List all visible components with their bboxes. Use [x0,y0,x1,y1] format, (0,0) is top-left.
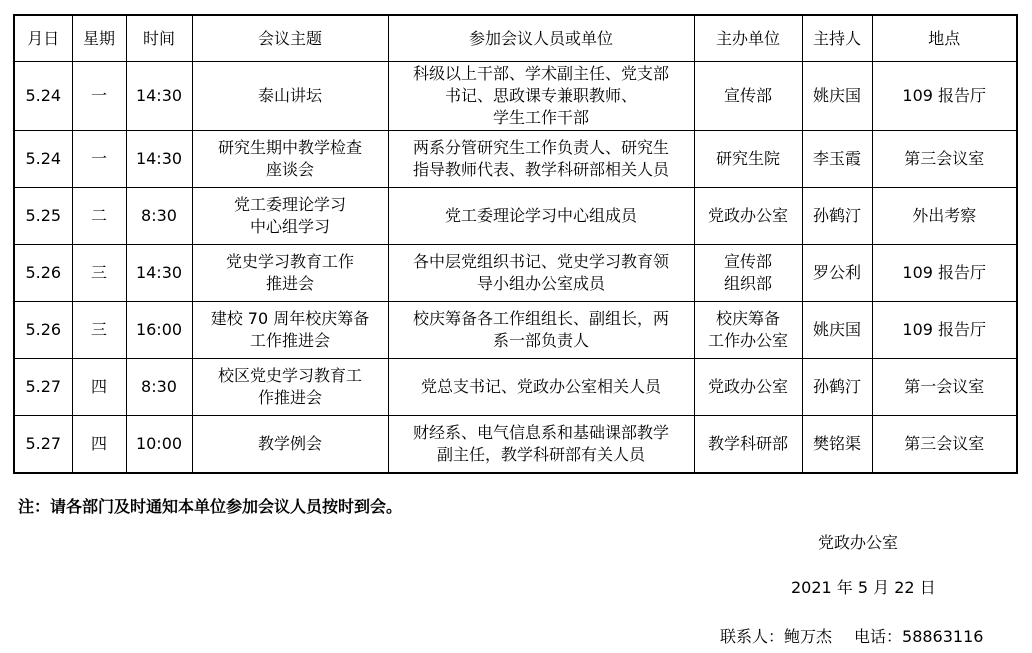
host-unit-cell [694,359,802,416]
time-cell: 16:00 [126,302,192,359]
host-unit-line: 组织部 [723,274,772,293]
host-unit-cell [694,302,802,359]
topic-line: 泰山讲坛 [257,86,322,105]
contact-line [720,624,983,647]
host-unit-cell [694,62,802,131]
time-cell: 14:30 [126,245,192,302]
date-cell: 5.27 [14,416,72,474]
host-cell: 姚庆国 [802,62,872,131]
weekday-cell: 三 [72,302,126,359]
topic-line: 推进会 [265,274,314,293]
attendees-cell [388,131,694,188]
host-unit-line: 教学科研部 [707,434,788,453]
attendees-line: 校庆筹备各工作组组长、副组长，两 [412,309,669,328]
topic-line: 党史学习教育工作 [225,252,354,271]
location-cell: 109 报告厅 [872,245,1017,302]
table-row [14,188,1017,245]
host-unit-line: 宣传部 [723,252,772,271]
topic-line: 建校 70 周年校庆筹备 [210,309,370,328]
header-host-unit: 主办单位 [694,15,802,62]
topic-cell [192,359,388,416]
date-cell: 5.25 [14,188,72,245]
table-row [14,62,1017,131]
location-cell: 109 报告厅 [872,302,1017,359]
header-location: 地点 [872,15,1017,62]
topic-line: 研究生期中教学检查 [217,138,362,157]
attendees-line: 科级以上干部、学术副主任、党支部 [412,64,669,83]
topic-cell [192,131,388,188]
host-unit-cell [694,188,802,245]
table-row [14,359,1017,416]
attendees-line: 系一部负责人 [492,331,589,350]
attendees-cell [388,416,694,474]
header-topic: 会议主题 [192,15,388,62]
host-cell: 孙鹤汀 [802,359,872,416]
header-date: 月日 [14,15,72,62]
host-cell: 孙鹤汀 [802,188,872,245]
header-weekday: 星期 [72,15,126,62]
host-unit-line: 党政办公室 [707,206,788,225]
date-cell: 5.26 [14,245,72,302]
topic-cell [192,245,388,302]
host-cell: 罗公利 [802,245,872,302]
attendees-cell [388,245,694,302]
attendees-cell [388,188,694,245]
notice-text: 注：请各部门及时通知本单位参加会议人员按时到会。 [18,497,403,516]
attendees-line: 党总支书记、党政办公室相关人员 [420,377,661,396]
host-cell: 姚庆国 [802,302,872,359]
host-unit-cell [694,245,802,302]
attendees-line: 各中层党组织书记、党史学习教育领 [412,252,669,271]
header-time: 时间 [126,15,192,62]
topic-line: 校区党史学习教育工 [217,366,362,385]
weekday-cell: 一 [72,131,126,188]
topic-cell [192,416,388,474]
topic-cell [192,62,388,131]
time-cell: 8:30 [126,188,192,245]
attendees-cell [388,302,694,359]
location-cell: 外出考察 [872,188,1017,245]
topic-line: 工作推进会 [249,331,330,350]
attendees-line: 财经系、电气信息系和基础课部教学 [412,423,669,442]
topic-line: 作推进会 [257,388,322,407]
location-cell: 第一会议室 [872,359,1017,416]
weekday-cell: 三 [72,245,126,302]
attendees-line: 导小组办公室成员 [476,274,605,293]
table-row [14,416,1017,474]
attendees-line: 指导教师代表、教学科研部相关人员 [412,160,669,179]
date-cell: 5.26 [14,302,72,359]
host-unit-line: 校庆筹备 [715,309,780,328]
host-cell: 李玉霞 [802,131,872,188]
topic-cell [192,302,388,359]
location-cell: 第三会议室 [872,416,1017,474]
topic-cell [192,188,388,245]
topic-line: 座谈会 [265,160,314,179]
host-unit-cell [694,131,802,188]
attendees-line: 副主任，教学科研部有关人员 [436,445,645,464]
host-unit-line: 党政办公室 [707,377,788,396]
contact-phone: 电话：58863116 [854,627,984,646]
date-cell: 5.24 [14,131,72,188]
weekday-cell: 二 [72,188,126,245]
attendees-line: 书记、思政课专兼职教师、 [444,86,637,105]
table-row [14,131,1017,188]
time-cell: 10:00 [126,416,192,474]
header-attendees: 参加会议人员或单位 [388,15,694,62]
date-cell: 5.24 [14,62,72,131]
weekday-cell: 四 [72,416,126,474]
host-unit-line: 宣传部 [723,86,772,105]
topic-line: 教学例会 [257,434,322,453]
host-unit-cell [694,416,802,474]
date-cell: 5.27 [14,359,72,416]
attendees-line: 学生工作干部 [492,108,589,127]
table-row [14,245,1017,302]
meeting-schedule-table [13,14,1018,474]
attendees-cell [388,62,694,131]
attendees-line: 党工委理论学习中心组成员 [444,206,637,225]
host-unit-line: 工作办公室 [707,331,788,350]
host-unit-line: 研究生院 [715,149,780,168]
topic-line: 中心组学习 [249,217,330,236]
topic-line: 党工委理论学习 [233,195,346,214]
time-cell: 14:30 [126,62,192,131]
attendees-cell [388,359,694,416]
weekday-cell: 一 [72,62,126,131]
issue-date: 2021 年 5 月 22 日 [791,578,936,597]
location-cell: 109 报告厅 [872,62,1017,131]
time-cell: 8:30 [126,359,192,416]
header-host: 主持人 [802,15,872,62]
location-cell: 第三会议室 [872,131,1017,188]
time-cell: 14:30 [126,131,192,188]
table-row [14,302,1017,359]
table-header-row [14,15,1017,62]
contact-person: 联系人：鲍万杰 [720,627,833,646]
attendees-line: 两系分管研究生工作负责人、研究生 [412,138,669,157]
issuing-office: 党政办公室 [818,533,899,552]
weekday-cell: 四 [72,359,126,416]
host-cell: 樊铭渠 [802,416,872,474]
